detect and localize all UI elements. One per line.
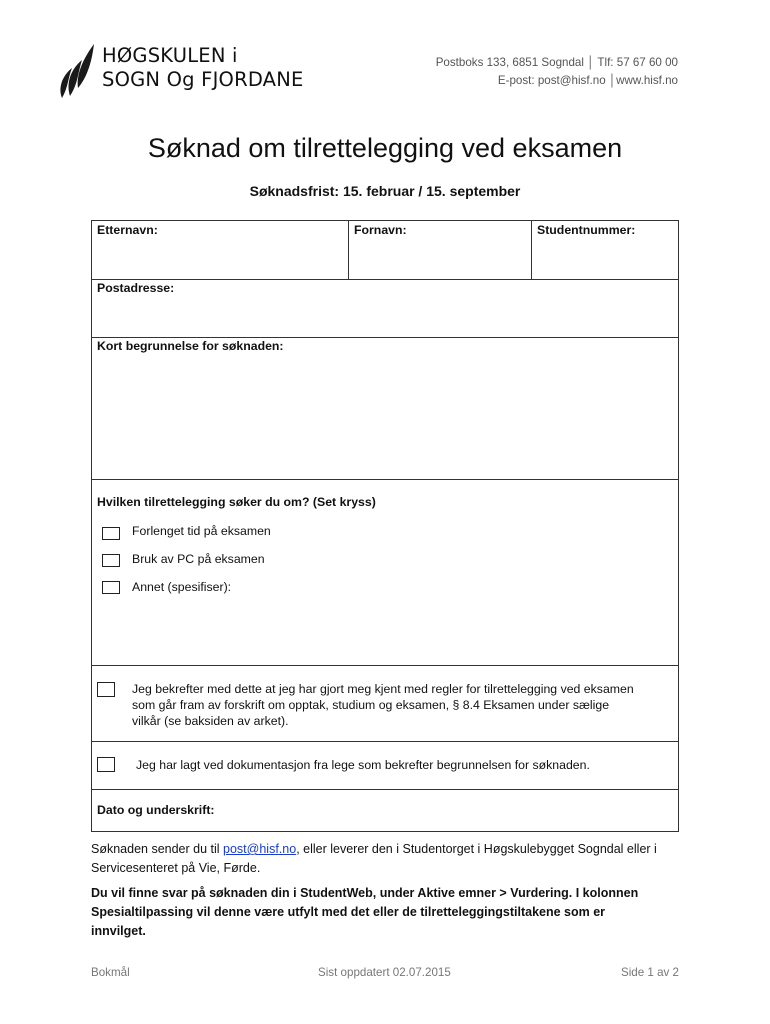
- postadresse-label: Postadresse:: [97, 281, 175, 295]
- forlenget-tid-checkbox[interactable]: [102, 527, 120, 540]
- answer-info: [91, 884, 691, 941]
- begrunnelse-field[interactable]: [92, 337, 678, 480]
- submit-suffix: , eller leverer den i Studentorget i Høgskulebygget Sogndal eller i: [296, 842, 657, 856]
- tilrettelegging-section: [92, 479, 678, 666]
- submit-line-2: Servicesenteret på Vie, Førde.: [91, 861, 261, 875]
- application-form: [91, 220, 679, 832]
- dato-underskrift-field[interactable]: [92, 789, 678, 833]
- bekreft-text: [132, 681, 634, 729]
- logo-text: [102, 44, 304, 92]
- option-label: Annet (spesifiser):: [132, 580, 232, 594]
- deadline: Søknadsfrist: 15. februar / 15. september: [249, 183, 521, 199]
- dokumentasjon-section: [92, 741, 678, 790]
- fornavn-field[interactable]: [348, 221, 532, 279]
- begrunnelse-label: Kort begrunnelse for søknaden:: [97, 339, 284, 353]
- footer-updated: Sist oppdatert 02.07.2015: [318, 966, 451, 979]
- logo-line-2: SOGN Og FJORDANE: [102, 68, 304, 91]
- studentnummer-label: Studentnummer:: [537, 223, 636, 237]
- etternavn-field[interactable]: [92, 221, 348, 279]
- bekreft-line-2: som går fram av forskrift om opptak, studium og eksamen, § 8.4 Eksamen under sælige: [132, 698, 610, 712]
- answer-line-2: Spesialtilpassing vil denne være utfylt med det eller de tilretteleggingstiltakene som er: [91, 905, 606, 919]
- postadresse-field[interactable]: [92, 279, 678, 338]
- bekreft-section: [92, 665, 678, 742]
- logo-line-1: HØGSKULEN i: [102, 44, 238, 67]
- contact-info: [436, 54, 678, 90]
- contact-line-1: Postboks 133, 6851 Sogndal │ Tlf: 57 67 60 00: [435, 56, 678, 69]
- bekreft-line-3: vilkår (se baksiden av arket).: [132, 714, 289, 728]
- dokumentasjon-text: Jeg har lagt ved dokumentasjon fra lege som bekrefter begrunnelsen for søknaden.: [136, 758, 590, 772]
- option-label: Bruk av PC på eksamen: [132, 552, 265, 566]
- submit-prefix: Søknaden sender du til: [91, 842, 224, 856]
- bruk-av-pc-checkbox[interactable]: [102, 554, 120, 567]
- etternavn-label: Etternavn:: [97, 223, 158, 237]
- bekreft-line-1: Jeg bekrefter med dette at jeg har gjort meg kjent med regler for tilrettelegging ved eksamen: [132, 682, 634, 696]
- name-row: [92, 221, 678, 280]
- tilrettelegging-heading: Hvilken tilrettelegging søker du om? (Set kryss): [97, 495, 376, 509]
- page-title: Søknad om tilrettelegging ved eksamen: [147, 133, 623, 163]
- studentnummer-field[interactable]: [531, 221, 678, 279]
- bekreft-checkbox[interactable]: [97, 682, 115, 697]
- annet-checkbox[interactable]: [102, 581, 120, 594]
- email-link[interactable]: post@hisf.no: [223, 842, 297, 856]
- dato-label: Dato og underskrift:: [97, 803, 215, 817]
- footer-page: Side 1 av 2: [620, 966, 679, 979]
- contact-line-2: E-post: post@hisf.no │www.hisf.no: [497, 74, 678, 87]
- logo: [56, 40, 306, 102]
- submit-info: [91, 840, 691, 878]
- flame-logo-icon: [56, 40, 100, 102]
- answer-line-1: Du vil finne svar på søknaden din i StudentWeb, under Aktive emner > Vurdering. I kolonnen: [91, 886, 639, 900]
- dokumentasjon-checkbox[interactable]: [97, 757, 115, 772]
- fornavn-label: Fornavn:: [354, 223, 407, 237]
- footer-language: Bokmål: [91, 966, 130, 979]
- option-label: Forlenget tid på eksamen: [132, 524, 271, 538]
- answer-line-3: innvilget.: [91, 924, 146, 938]
